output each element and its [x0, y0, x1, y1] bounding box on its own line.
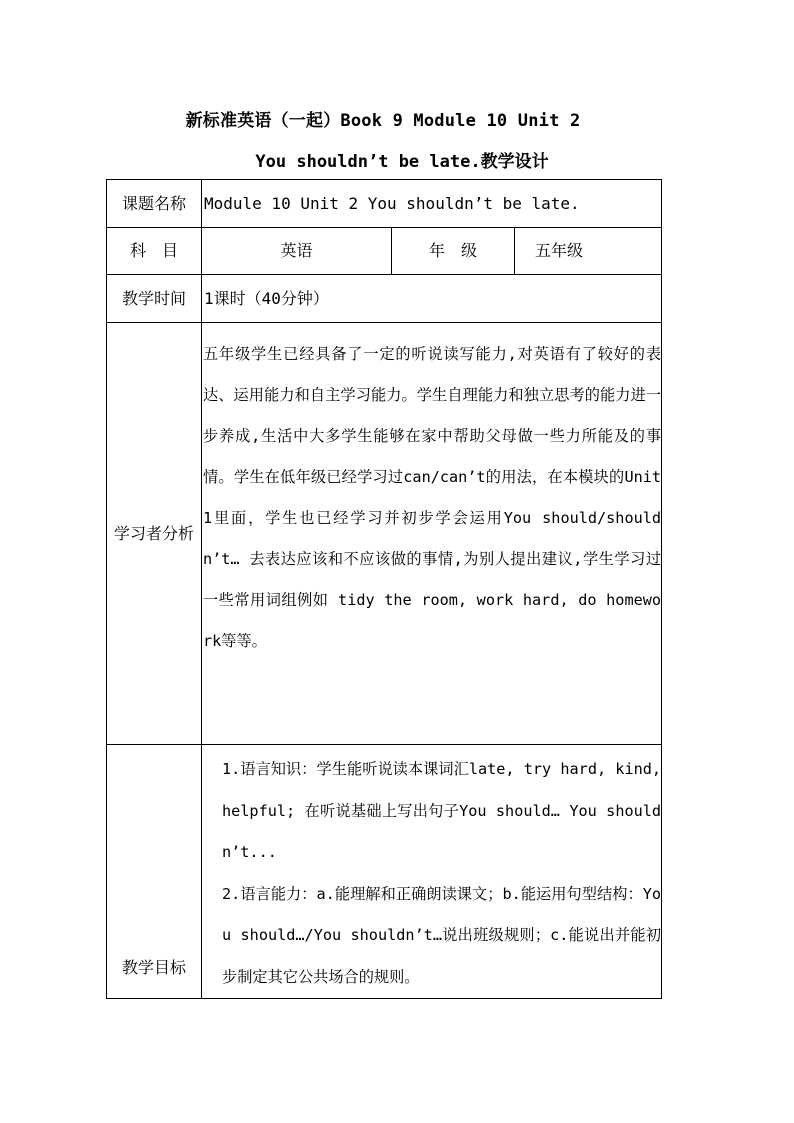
time-value: 1课时（40分钟） — [202, 275, 662, 323]
learner-analysis-text: 五年级学生已经具备了一定的听说读写能力,对英语有了较好的表达、运用能力和自主学习能力。学生自理能力和独立思考的能力进一步养成,生活中大多学生能够在家中帮助父母做一些力所能及的事情。学生在低年级已经学习过can/can’t的用法，在本模块的Unit 1里面，学生也已经学习并初步学会运用You should/shouldn’t… 去表达应该和不应该做的事情,为别人提出建议,学生学习过一些常用词组例如 tidy the room, work hard, do homework等等。 — [202, 323, 662, 745]
grade-label: 年 级 — [392, 228, 515, 275]
table-row-topic — [107, 180, 662, 228]
goal-item-2: 2.语言能力：a.能理解和正确朗读课文；b.能运用句型结构：You should…/You shouldn’t…说出班级规则；c.能说出并能初步制定其它公共场合的规则。 — [222, 884, 662, 986]
lesson-plan-table — [106, 179, 662, 999]
teaching-goals-text — [202, 745, 662, 999]
grade-value: 五年级 — [515, 228, 662, 275]
table-row-subject — [107, 228, 662, 275]
document-subtitle: You shouldn’t be late.教学设计 — [255, 152, 549, 172]
topic-label: 课题名称 — [107, 180, 202, 228]
table-row-learner-analysis — [107, 323, 662, 745]
table-row-time — [107, 275, 662, 323]
table-row-teaching-goals — [107, 745, 662, 999]
document-title: 新标准英语（一起）Book 9 Module 10 Unit 2 — [185, 111, 581, 131]
time-label: 教学时间 — [107, 275, 202, 323]
learner-analysis-label: 学习者分析 — [107, 323, 202, 745]
subject-label: 科 目 — [107, 228, 202, 275]
topic-value: Module 10 Unit 2 You shouldn’t be late. — [202, 180, 662, 228]
teaching-goals-label: 教学目标 — [107, 745, 202, 999]
goal-item-1: 1.语言知识：学生能听说读本课词汇late, try hard, kind, helpful; 在听说基础上写出句子You should… You shouldn’t... — [222, 760, 662, 861]
subject-value: 英语 — [202, 228, 392, 275]
